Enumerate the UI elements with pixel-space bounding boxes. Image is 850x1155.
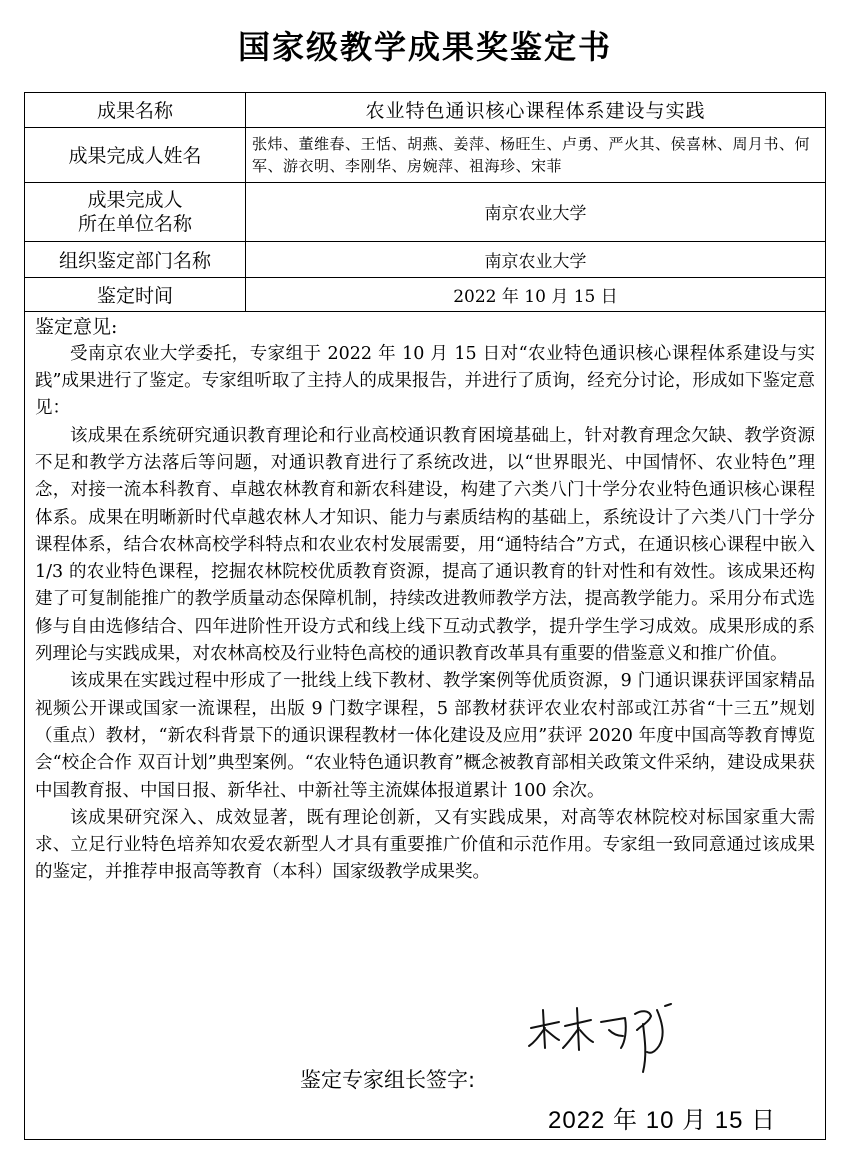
value-appraisal-time: 2022 年 10 月 15 日	[246, 277, 826, 311]
opinion-paragraph: 该成果研究深入、成效显著，既有理论创新，又有实践成果，对高等农林院校对标国家重大需求、立足行业特色培养知农爱农新型人才具有重要推广价值和示范作用。专家组一致同意通过该成果的鉴定，并推荐申报高等教育（本科）国家级教学成果奖。	[35, 807, 815, 883]
opinion-paragraph: 受南京农业大学委托，专家组于 2022 年 10 月 15 日对“农业特色通识核心课程体系建设与实践”成果进行了鉴定。专家组听取了主持人的成果报告，并进行了质询，经充分讨论，形成如下鉴定意见：	[35, 343, 815, 419]
handwritten-signature	[525, 1000, 685, 1080]
value-org-dept: 南京农业大学	[246, 241, 826, 277]
appraisal-opinion	[25, 312, 825, 887]
table-row	[25, 182, 825, 241]
opinion-paragraph: 该成果在实践过程中形成了一批线上线下教材、教学案例等优质资源，9 门通识课获评国家精品视频公开课或国家一流课程，出版 9 门数字课程，5 部教材获评农业农村部或江苏省“十三五”规划（重点）教材，“新农科背景下的通识课程教材一体化建设及应用”获评 2020 年度中国高等教育博览会“校企合作 双百计划”典型案例。“农业特色通识教育”概念被教育部相关政策文件采纳，建设成果获中国教育报、中国日报、新华社、中新社等主流媒体报道累计 100 余次。	[35, 671, 815, 801]
signature-date: 2022 年 10 月 15 日	[548, 1107, 777, 1134]
signature-label: 鉴定专家组长签字:	[300, 1068, 476, 1092]
opinion-heading: 鉴定意见:	[35, 315, 118, 338]
table-row	[25, 93, 825, 127]
label-unit	[25, 182, 246, 241]
info-table	[25, 93, 825, 312]
value-achievement-name: 农业特色通识核心课程体系建设与实践	[246, 93, 826, 127]
value-unit: 南京农业大学	[246, 182, 826, 241]
label-completers: 成果完成人姓名	[25, 127, 246, 182]
label-org-dept: 组织鉴定部门名称	[25, 241, 246, 277]
document-title: 国家级教学成果奖鉴定书	[237, 28, 612, 66]
opinion-paragraph: 该成果在系统研究通识教育理论和行业高校通识教育困境基础上，针对教育理念欠缺、教学资源不足和教学方法落后等问题，对通识教育进行了系统改进，以“世界眼光、中国情怀、农业特色”理念，对接一流本科教育、卓越农林教育和新农科建设，构建了六类八门十学分农业特色通识核心课程体系。成果在明晰新时代卓越农林人才知识、能力与素质结构的基础上，系统设计了六类八门十学分课程体系，结合农林高校学科特点和农业农村发展需要，用“通特结合”方式，在通识核心课程中嵌入 1/3 的农业特色课程，挖掘农林院校优质教育资源，提高了通识教育的针对性和有效性。该成果还构建了可复制能推广的教学质量动态保障机制，持续改进教师教学方法，提高教学能力。采用分布式选修与自由选修结合、四年进阶性开设方式和线上线下互动式教学，提升学生学习成效。成果形成的系列理论与实践成果，对农林高校及行业特色高校的通识教育改革具有重要的借鉴意义和推广价值。	[35, 425, 815, 665]
label-unit-line1: 成果完成人	[87, 188, 183, 211]
label-unit-line2: 所在单位名称	[77, 212, 192, 235]
value-completers: 张炜、董维春、王恬、胡燕、姜萍、杨旺生、卢勇、严火其、侯喜林、周月书、何军、游衣明、李刚华、房婉萍、祖海珍、宋菲	[246, 127, 826, 182]
label-appraisal-time: 鉴定时间	[25, 277, 246, 311]
table-row	[25, 277, 825, 311]
certificate-frame	[24, 92, 826, 1140]
table-row	[25, 241, 825, 277]
label-achievement-name: 成果名称	[25, 93, 246, 127]
table-row	[25, 127, 825, 182]
